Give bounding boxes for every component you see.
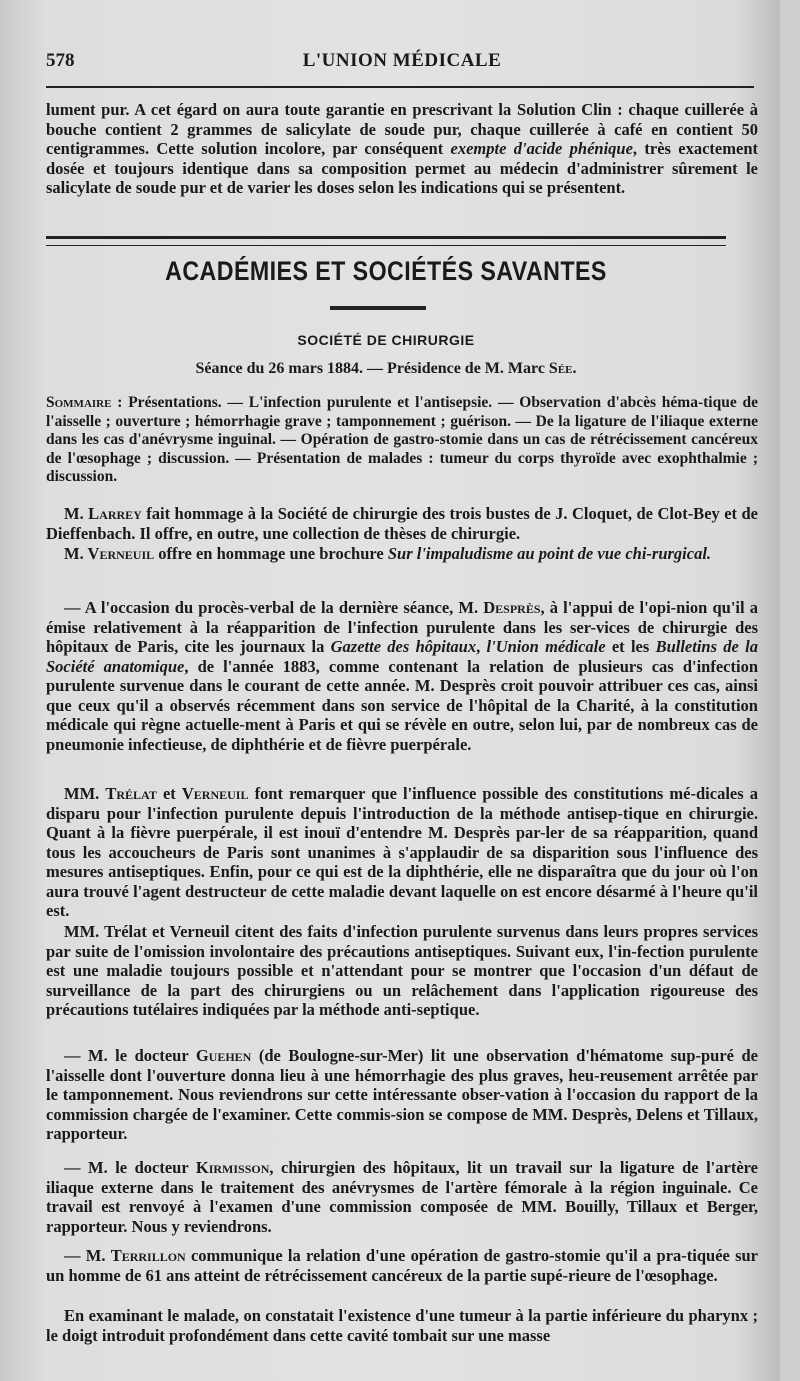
title-rule: [330, 306, 426, 310]
kirmisson-text-2: , chirurgien des hôpitaux, lit un travail sur la ligature de l'artère iliaque externe dans le traitement des anévrysmes de l'artère fémorale à la région inguinale. Ce travail est renvoyé à l'examen d'une commission composée de MM. Bouilly, Tillaux et Berger, rapporteur. Nous y reviendrons.: [46, 1158, 758, 1236]
section-divider: [46, 236, 726, 246]
larrey-text: fait hommage à la Société de chirurgie des trois bustes de J. Cloquet, de Clot-Bey et de Dieffenbach. Il offre, en outre, une collection de thèses de chirurgie.: [46, 504, 758, 543]
terrillon-name: Terrillon: [110, 1246, 186, 1265]
intro-text-1: lument pur. A cet égard on aura toute garantie en prescrivant la Solution Clin : chaque cuillerée à bouche contient 2 grammes de salicylate de soude pur, chaque cuillerée à café en contient 50 centigrammes. Cette solution incolore, par conséquent: [46, 100, 758, 158]
running-title: L'UNION MÉDICALE: [302, 50, 502, 71]
header-rule: [46, 86, 754, 88]
journal-union-medicale: l'Union médicale: [486, 637, 606, 656]
paragraph-infection: [46, 922, 758, 1020]
paragraph-verneuil: [46, 544, 758, 564]
paragraph-despres: [46, 598, 758, 754]
kirmisson-name: Kirmisson: [195, 1158, 270, 1177]
terrillon-text-2: communique la relation d'une opération de gastro-stomie qu'il a pra-tiquée sur un homme de 61 ans atteint de rétrécissement cancéreux de la partie supé-rieure de l'œsophage.: [46, 1246, 759, 1285]
intro-text-2: , très exactement dosée et toujours identique dans sa composition permet au médecin d'administrer sûrement le salicylate de soude pur et de varier les doses selon les indications qui se présentent.: [46, 139, 758, 197]
verneuil-brochure-title: Sur l'impaludisme au point de vue chi-rurgical.: [387, 544, 712, 563]
verneuil-text: offre en hommage une brochure: [154, 544, 388, 563]
trelat-text-1: MM.: [64, 784, 106, 803]
guehen-text-1: — M. le docteur: [64, 1046, 196, 1065]
seance-line: [46, 360, 726, 378]
terrillon-text-1: — M.: [64, 1246, 111, 1265]
despres-text-1: — A l'occasion du procès-verbal de la dernière séance, M.: [64, 598, 484, 617]
guehen-name: Guehen: [195, 1046, 252, 1065]
despres-name: Desprès: [483, 598, 541, 617]
section-title: ACADÉMIES ET SOCIÉTÉS SAVANTES: [165, 256, 607, 286]
kirmisson-text-1: — M. le docteur: [64, 1158, 196, 1177]
society-heading: SOCIÉTÉ DE CHIRURGIE: [297, 332, 475, 348]
journal-bulletins: Bulletins de la Société anatomique: [46, 637, 758, 676]
paragraph-guehen: [46, 1046, 758, 1144]
paragraph-kirmisson: [46, 1158, 758, 1236]
page-number: 578: [46, 50, 75, 71]
sommaire-paragraph: [46, 394, 758, 487]
infection-text: MM. Trélat et Verneuil citent des faits d'infection purulente survenus dans leurs propres services par suite de l'omission involontaire des précautions antiseptiques. Suivant eux, l'in-fection purulente est une maladie toujours possible et n'attendant pour se montrer que l'occasion d'un défaut de surveillance de la part des chirurgiens ou un relâchement dans l'application rigoureuse des précautions tutélaires indiquées par la méthode anti-septique.: [46, 922, 758, 1019]
journal-gazette: Gazette des hôpitaux: [330, 637, 477, 656]
paragraph-trelat-verneuil: [46, 784, 758, 921]
page-header: [46, 50, 758, 80]
intro-paragraph: [46, 100, 758, 198]
seance-text: Séance du 26 mars 1884. — Présidence de M. Marc: [195, 360, 549, 377]
verneuil-name: M. Verneuil: [64, 544, 155, 563]
larrey-name: M. Larrey: [64, 504, 142, 523]
verneuil-name-2: Verneuil: [181, 784, 249, 803]
despres-text-5: , de l'année 1883, comme contenant la relation de plusieurs cas d'infection purulente survenue dans le courant de cette année. M. Desprès croit pouvoir attribuer ces cas, ainsi que ceux qu'il a observés récemment dans son service de l'hôpital de la Charité, à la constitution médicale qui règne actuelle-ment à Paris et qui se révèle en outre, selon lui, par de nombreux cas de pneumonie infectieuse, de diphthérie et de fièvre puerpérale.: [46, 656, 758, 754]
examen-text: En examinant le malade, on constatait l'existence d'une tumeur à la partie inférieure du pharynx ; le doigt introduit profondément dans cette cavité tombait sur une masse: [46, 1306, 758, 1345]
president-name: Sée.: [548, 360, 577, 377]
trelat-text-2: et: [156, 784, 182, 803]
sommaire-label: Sommaire: [46, 394, 112, 411]
despres-text-3: ,: [476, 637, 487, 656]
paragraph-examen: [46, 1306, 758, 1345]
trelat-text-3: font remarquer que l'influence possible des constitutions mé-dicales a disparu pour l'infection purulente depuis l'introduction de la méthode antisep-tique en chirurgie. Quant à la fièvre puerpérale, il est inouï d'entendre M. Desprès par-ler de sa réapparition, quand tous les accoucheurs de Paris sont unanimes à s'applaudir de sa disparition sous l'influence des mesures antiseptiques. Enfin, pour ce qui est de la diphthérie, elle ne disparaîtra que du jour où l'on aura trouvé l'agent destructeur de cette maladie devant laquelle on est encore désarmé à l'heure qu'il est.: [46, 784, 758, 920]
trelat-name: Trélat: [105, 784, 157, 803]
guehen-text-2: (de Boulogne-sur-Mer) lit une observation d'hématome sup-puré de l'aisselle dont l'ouverture donna lieu à une hémorrhagie des plus graves, heu-reusement arrêtée par le tamponnement. Nous reviendrons sur cette intéressante obser-vation à l'occasion du rapport de la commission chargée de l'examiner. Cette commis-sion se compose de MM. Desprès, Delens et Tillaux, rapporteur.: [46, 1046, 758, 1143]
sommaire-text: : Présentations. — L'infection purulente et l'antisepsie. — Observation d'abcès héma-tique de l'aisselle ; ouverture ; hémorrhagie grave ; tamponnement ; guérison. — De la ligature de l'iliaque externe dans les cas d'anévrysme inguinal. — Opération de gastro-stomie dans un cas de rétrécissement cancéreux de l'œsophage ; discussion. — Présentation de malades : tumeur du corps thyroïde avec exophthalmie ; discussion.: [46, 394, 758, 485]
intro-italic: exempte d'acide phénique: [450, 139, 633, 158]
despres-text-2: , à l'appui de l'opi-nion qu'il a émise relativement à la réapparition de l'infection purulente dans les ser-vices de chirurgie des hôpitaux de Paris, cite les journaux la: [46, 598, 758, 656]
paragraph-terrillon: [46, 1246, 758, 1285]
paragraph-larrey: [46, 504, 758, 543]
despres-text-4: et les: [605, 637, 656, 656]
